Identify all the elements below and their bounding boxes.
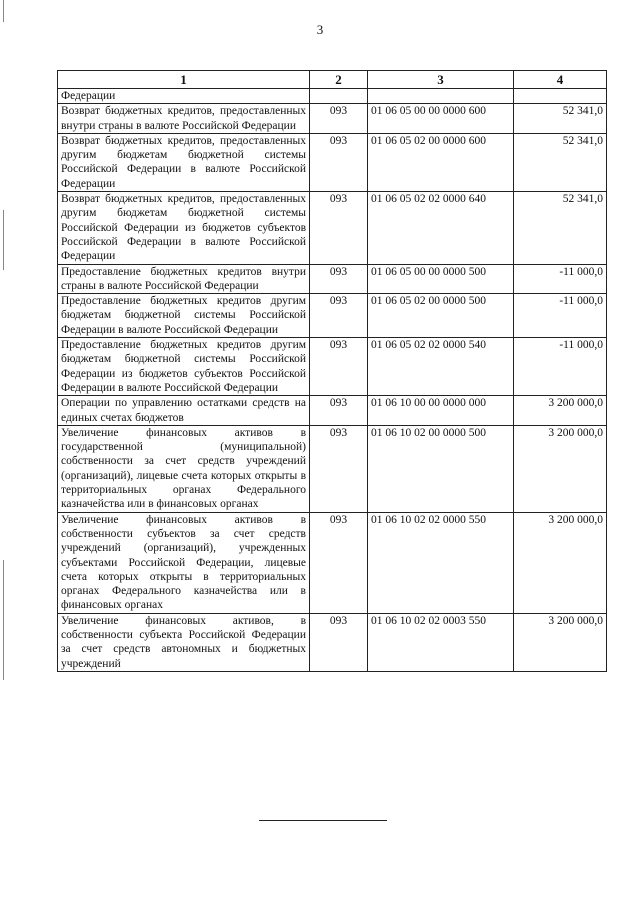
- table-row: [58, 104, 607, 134]
- row-amount: 3 200 000,0: [514, 512, 607, 613]
- signature-line: [259, 820, 387, 821]
- row-kbk-code: 01 06 10 02 02 0000 550: [368, 512, 514, 613]
- row-kbk-code: 01 06 10 00 00 0000 000: [368, 396, 514, 426]
- page-number: 3: [316, 22, 324, 37]
- table-row: [58, 294, 607, 338]
- row-kbk-code: 01 06 05 02 02 0000 640: [368, 192, 514, 264]
- table-row: [58, 425, 607, 512]
- row-kbk-code: 01 06 05 02 00 0000 500: [368, 294, 514, 338]
- row-name: Увеличение финансовых активов, в собственности субъекта Российской Федерации за счет средств автономных и бюджетных учреждений: [58, 613, 310, 671]
- row-kbk-code: 01 06 05 00 00 0000 500: [368, 264, 514, 294]
- empty-cell: [310, 89, 368, 104]
- row-admin-code: 093: [310, 133, 368, 191]
- row-kbk-code: 01 06 05 00 00 0000 600: [368, 104, 514, 134]
- table-row: [58, 133, 607, 191]
- row-amount: 52 341,0: [514, 133, 607, 191]
- row-admin-code: 093: [310, 613, 368, 671]
- row-name: Возврат бюджетных кредитов, предоставленных внутри страны в валюте Российской Федерации: [58, 104, 310, 134]
- row-amount: -11 000,0: [514, 338, 607, 396]
- table-row: [58, 338, 607, 396]
- column-header-4: 4: [514, 71, 607, 89]
- row-name: Операции по управлению остатками средств на единых счетах бюджетов: [58, 396, 310, 426]
- row-amount: -11 000,0: [514, 264, 607, 294]
- table-row: [58, 264, 607, 294]
- column-header-3: 3: [368, 71, 514, 89]
- row-amount: 3 200 000,0: [514, 396, 607, 426]
- table-row: [58, 613, 607, 671]
- row-kbk-code: 01 06 10 02 02 0003 550: [368, 613, 514, 671]
- empty-cell: [368, 89, 514, 104]
- row-amount: 52 341,0: [514, 104, 607, 134]
- column-header-2: 2: [310, 71, 368, 89]
- row-name: Предоставление бюджетных кредитов внутри страны в валюте Российской Федерации: [58, 264, 310, 294]
- row-amount: -11 000,0: [514, 294, 607, 338]
- continuation-row: [58, 89, 607, 104]
- row-name: Предоставление бюджетных кредитов другим бюджетам бюджетной системы Российской Федерации в валюте Российской Федерации: [58, 294, 310, 338]
- empty-cell: [514, 89, 607, 104]
- row-name: Увеличение финансовых активов в собственности субъектов за счет средств учреждений (организаций), учрежденных субъектами Российской Федерации, лицевые счета которых открыты в территориальных органах Федерального казначейства или в финансовых органах: [58, 512, 310, 613]
- table-row: [58, 192, 607, 264]
- row-kbk-code: 01 06 05 02 00 0000 600: [368, 133, 514, 191]
- row-admin-code: 093: [310, 425, 368, 512]
- continuation-text: Федерации: [58, 89, 310, 104]
- table-row: [58, 512, 607, 613]
- row-admin-code: 093: [310, 104, 368, 134]
- row-kbk-code: 01 06 05 02 02 0000 540: [368, 338, 514, 396]
- table-header-row: [58, 71, 607, 89]
- row-name: Увеличение финансовых активов в государственной (муниципальной) собственности за счет средств учреждений (организаций), лицевые счета которых открыты в территориальных органах Федерального казначейства или в финансовых органах: [58, 425, 310, 512]
- row-name: Возврат бюджетных кредитов, предоставленных другим бюджетам бюджетной системы Российской Федерации в валюте Российской Федерации: [58, 133, 310, 191]
- row-admin-code: 093: [310, 264, 368, 294]
- row-amount: 3 200 000,0: [514, 425, 607, 512]
- row-name: Предоставление бюджетных кредитов другим бюджетам бюджетной системы Российской Федерации из бюджетов субъектов Российской Федерации в валюте Российской Федерации: [58, 338, 310, 396]
- scan-margin-mark: [3, 0, 4, 22]
- row-admin-code: 093: [310, 396, 368, 426]
- row-amount: 3 200 000,0: [514, 613, 607, 671]
- row-kbk-code: 01 06 10 02 00 0000 500: [368, 425, 514, 512]
- row-admin-code: 093: [310, 192, 368, 264]
- scan-margin-mark: [3, 560, 4, 680]
- table-row: [58, 396, 607, 426]
- row-amount: 52 341,0: [514, 192, 607, 264]
- row-name: Возврат бюджетных кредитов, предоставленных другим бюджетам бюджетной системы Российской Федерации из бюджетов субъектов Российской Федерации в валюте Российской Федерации: [58, 192, 310, 264]
- column-header-1: 1: [58, 71, 310, 89]
- row-admin-code: 093: [310, 338, 368, 396]
- row-admin-code: 093: [310, 294, 368, 338]
- budget-sources-table: [57, 70, 607, 672]
- scan-margin-mark: [3, 210, 4, 270]
- row-admin-code: 093: [310, 512, 368, 613]
